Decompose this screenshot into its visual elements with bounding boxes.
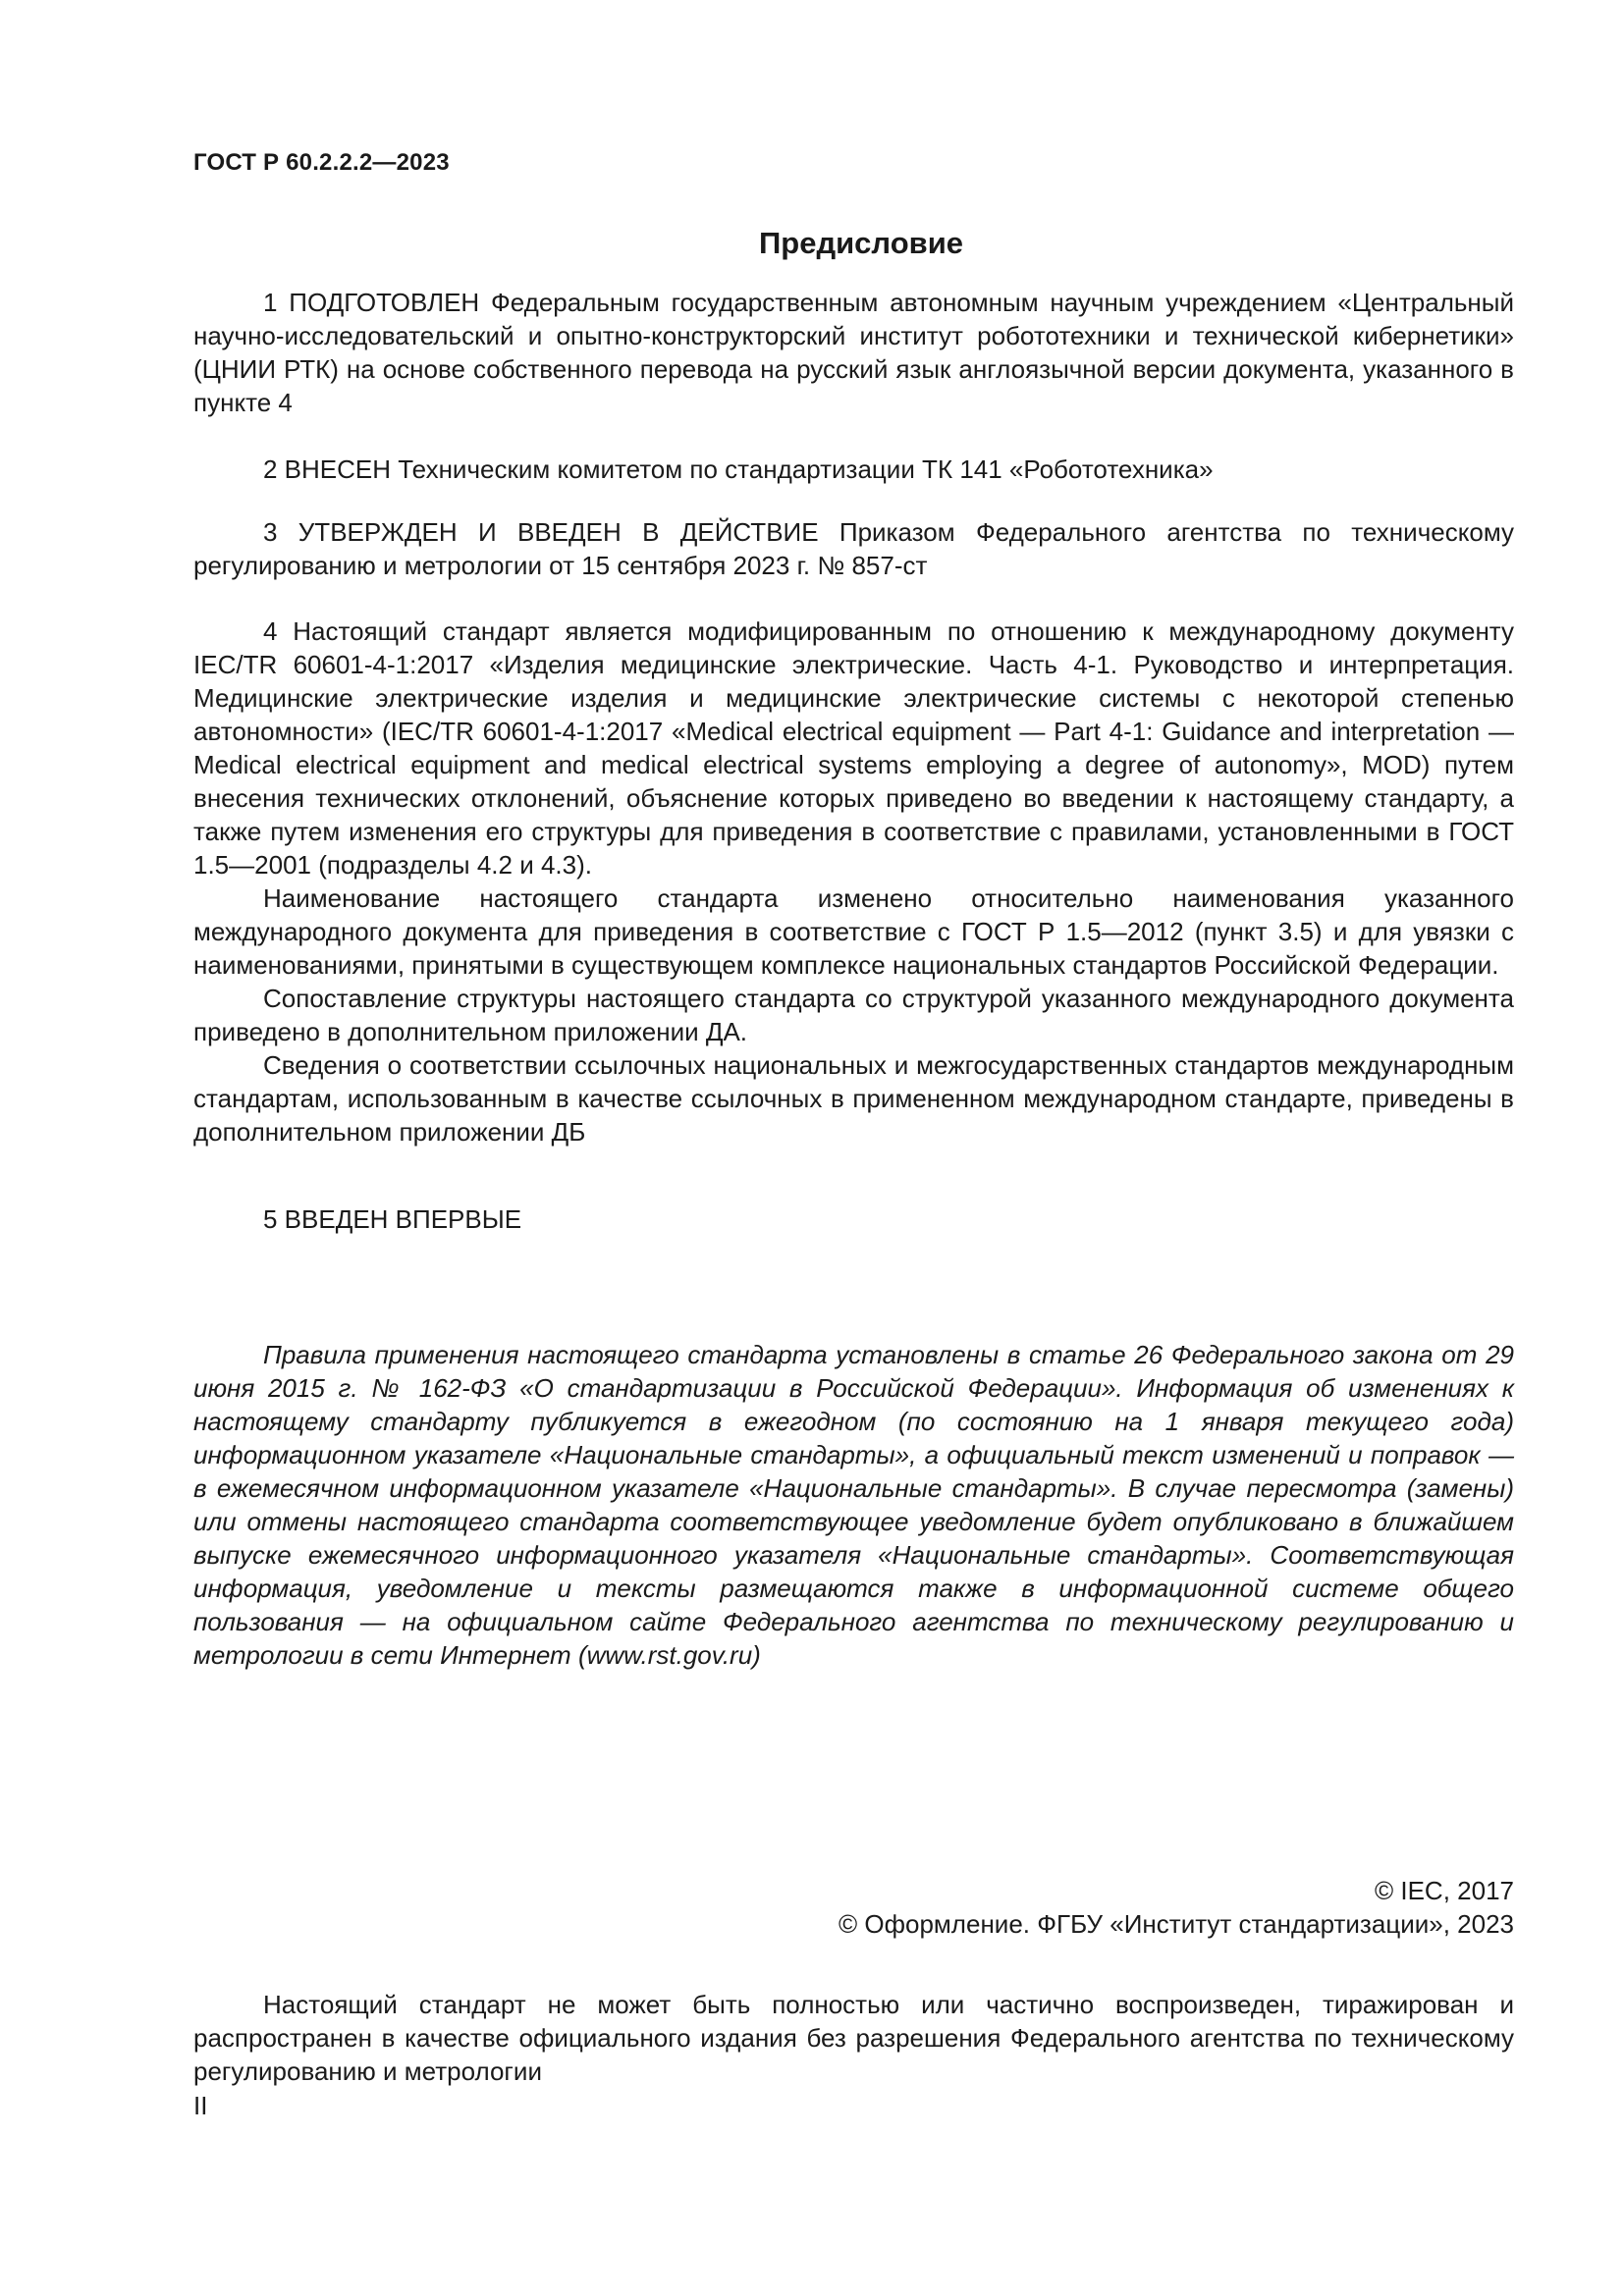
paragraph: 2 ВНЕСЕН Техническим комитетом по стандартизации ТК 141 «Робототехника» <box>263 454 1214 484</box>
copyright-design: © Оформление. ФГБУ «Институт стандартизации», 2023 <box>839 1909 1514 1939</box>
page-title: Предисловие <box>758 226 963 260</box>
preface-item-2 <box>193 453 1514 486</box>
page-number: II <box>193 2091 208 2120</box>
preface-item-5 <box>193 1202 1514 1236</box>
paragraph: 4 Настоящий стандарт является модифицированным по отношению к международному документу IEC/TR 60601-4-1:2017 «Изделия медицинские электрические. Часть 4-1. Руководство и интерпретация. Медицинские электрические изделия и медицинские электрические системы с некоторой степенью автономности» (IEC/TR 60601-4-1:2017 «Medical electrical equipment — Part 4-1: Guidance and interpretation — Medical electrical equipment and medical electrical systems employing a degree of autonomy», MOD) путем внесения технических отклонений, объяснение которых приведено во введении к настоящему стандарту, а также путем изменения его структуры для приведения в соответствие с правилами, установленными в ГОСТ 1.5—2001 (подразделы 4.2 и 4.3). <box>193 616 1514 880</box>
paragraph: 1 ПОДГОТОВЛЕН Федеральным государственным автономным научным учреждением «Центральный научно-исследовательский и опытно-конструкторский институт робототехники и технической кибернетики» (ЦНИИ РТК) на основе собственного перевода на русский язык англоязычной версии документа, указанного в пункте 4 <box>193 288 1514 417</box>
document-code: ГОСТ Р 60.2.2.2—2023 <box>193 149 450 176</box>
preface-item-3 <box>193 515 1514 582</box>
paragraph: Настоящий стандарт не может быть полностью или частично воспроизведен, тиражирован и распространен в качестве официального издания без разрешения Федерального агентства по техническому регулированию и метрологии <box>193 1990 1514 2086</box>
reproduction-notice <box>193 1988 1514 2088</box>
paragraph: Правила применения настоящего стандарта установлены в статье 26 Федерального закона от 29 июня 2015 г. № 162-ФЗ «О стандартизации в Российской Федерации». Информация об изменениях к настоящему стандарту публикуется в ежегодном (по состоянию на 1 января текущего года) информационном указателе «Национальные стандарты», а официальный текст изменений и поправок — в ежемесячном информационном указателе «Национальные стандарты». В случае пересмотра (замены) или отмены настоящего стандарта соответствующее уведомление будет опубликовано в ближайшем выпуске ежемесячного информационного указателя «Национальные стандарты». Соответствующая информация, уведомление и тексты размещаются также в информационной системе общего пользования — на официальном сайте Федерального агентства по техническому регулированию и метрологии в сети Интернет (www.rst.gov.ru) <box>193 1340 1514 1670</box>
copyright-iec: © IEC, 2017 <box>1374 1876 1514 1905</box>
paragraph: Сведения о соответствии ссылочных национальных и межгосударственных стандартов международным стандартам, использованным в качестве ссылочных в примененном международном стандарте, приведены в дополнительном приложении ДБ <box>193 1050 1514 1147</box>
rules-notice <box>193 1338 1514 1672</box>
paragraph: 3 УТВЕРЖДЕН И ВВЕДЕН В ДЕЙСТВИЕ Приказом Федерального агентства по техническому регулированию и метрологии от 15 сентября 2023 г. № 857-ст <box>193 517 1514 580</box>
paragraph: 5 ВВЕДЕН ВПЕРВЫЕ <box>263 1204 522 1234</box>
preface-item-1 <box>193 286 1514 419</box>
preface-item-4 <box>193 614 1514 1148</box>
paragraph: Наименование настоящего стандарта изменено относительно наименования указанного международного документа для приведения в соответствие с ГОСТ Р 1.5—2012 (пункт 3.5) и для увязки с наименованиями, принятыми в существующем комплексе национальных стандартов Российской Федерации. <box>193 883 1514 980</box>
copyright-block <box>839 1874 1514 1941</box>
paragraph: Сопоставление структуры настоящего стандарта со структурой указанного международного документа приведено в дополнительном приложении ДА. <box>193 984 1514 1046</box>
